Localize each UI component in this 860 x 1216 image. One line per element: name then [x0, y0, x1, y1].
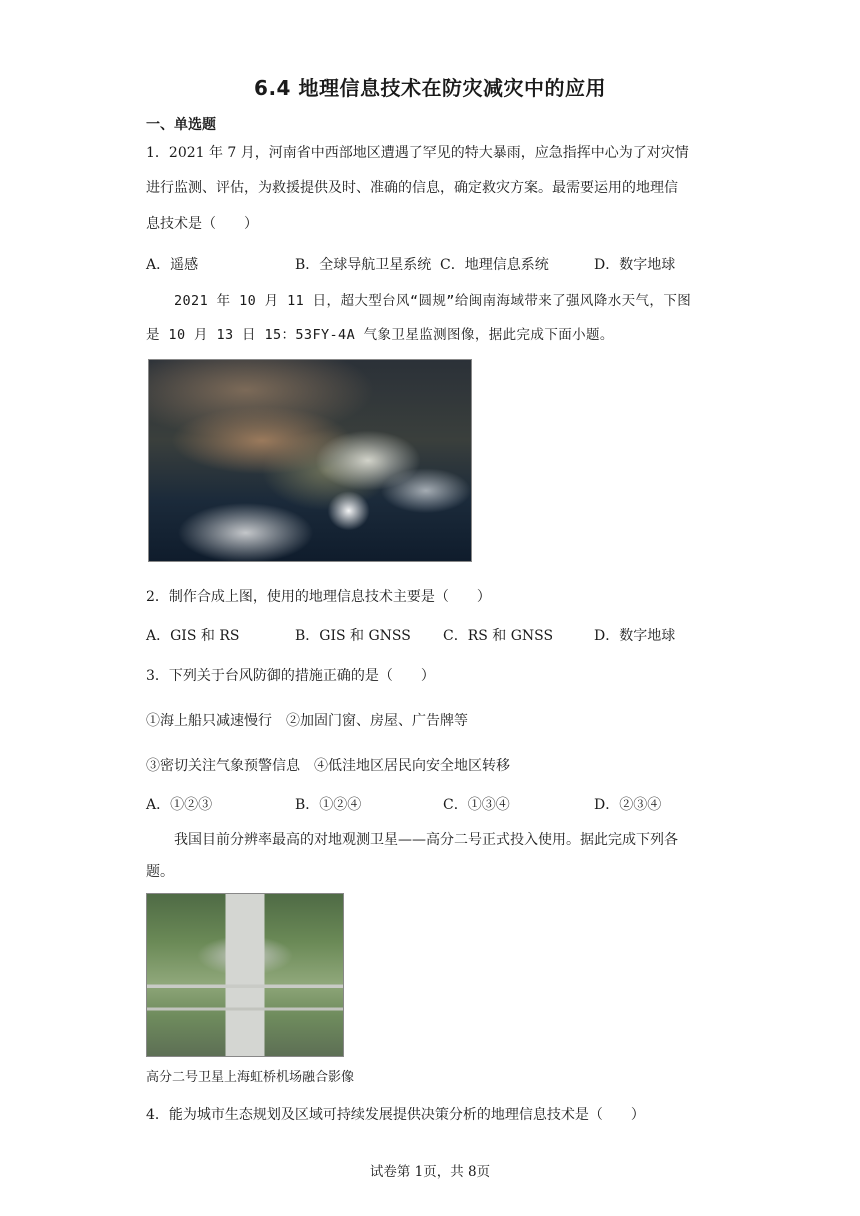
passage-1-line-1: 2021 年 10 月 11 日，超大型台风“圆规”给闽南海域带来了强风降水天气，下图 — [174, 293, 692, 309]
page-footer: 试卷第 1页，共 8页 — [369, 1164, 491, 1180]
passage-1-line-2: 是 10 月 13 日 15：53FY-4A 气象卫星监测图像，据此完成下面小题。 — [146, 327, 614, 343]
satellite-image — [148, 359, 472, 562]
q1-option-a: A．遥感 — [146, 257, 199, 273]
q3-option-a: A．①②③ — [146, 797, 213, 813]
q2-option-d: D．数字地球 — [594, 628, 676, 644]
question-4-text: 4．能为城市生态规划及区域可持续发展提供决策分析的地理信息技术是（ ） — [146, 1107, 645, 1123]
q1-option-d: D．数字地球 — [594, 257, 676, 273]
question-1-line-3: 息技术是（ ） — [146, 216, 258, 232]
passage-2-line-2: 题。 — [146, 864, 174, 880]
image-caption: 高分二号卫星上海虹桥机场融合影像 — [146, 1070, 355, 1085]
q1-option-c: C．地理信息系统 — [440, 257, 549, 273]
airport-satellite-image — [146, 893, 344, 1057]
q2-option-a: A．GIS 和 RS — [146, 628, 240, 644]
question-1-line-1: 1．2021 年 7 月，河南省中西部地区遭遇了罕见的特大暴雨，应急指挥中心为了对灾情 — [146, 145, 689, 161]
passage-2-line-1: 我国目前分辨率最高的对地观测卫星——高分二号正式投入使用。据此完成下列各 — [174, 832, 678, 848]
question-1-line-2: 进行监测、评估，为救援提供及时、准确的信息，确定救灾方案。最需要运用的地理信 — [146, 180, 678, 196]
q1-option-b: B．全球导航卫星系统 — [295, 257, 432, 273]
q3-items-line-2: ③密切关注气象预警信息 ④低洼地区居民向安全地区转移 — [146, 758, 510, 774]
section-heading: 一、单选题 — [146, 117, 216, 133]
q3-items-line-1: ①海上船只减速慢行 ②加固门窗、房屋、广告牌等 — [146, 713, 468, 729]
page-title: 6.4 地理信息技术在防灾减灾中的应用 — [254, 76, 606, 100]
q3-option-d: D．②③④ — [594, 797, 662, 813]
q3-option-b: B．①②④ — [295, 797, 362, 813]
question-2-text: 2．制作合成上图，使用的地理信息技术主要是（ ） — [146, 589, 491, 605]
q2-option-c: C．RS 和 GNSS — [443, 628, 554, 644]
question-3-text: 3．下列关于台风防御的措施正确的是（ ） — [146, 668, 435, 684]
q3-option-c: C．①③④ — [443, 797, 510, 813]
q2-option-b: B．GIS 和 GNSS — [295, 628, 411, 644]
